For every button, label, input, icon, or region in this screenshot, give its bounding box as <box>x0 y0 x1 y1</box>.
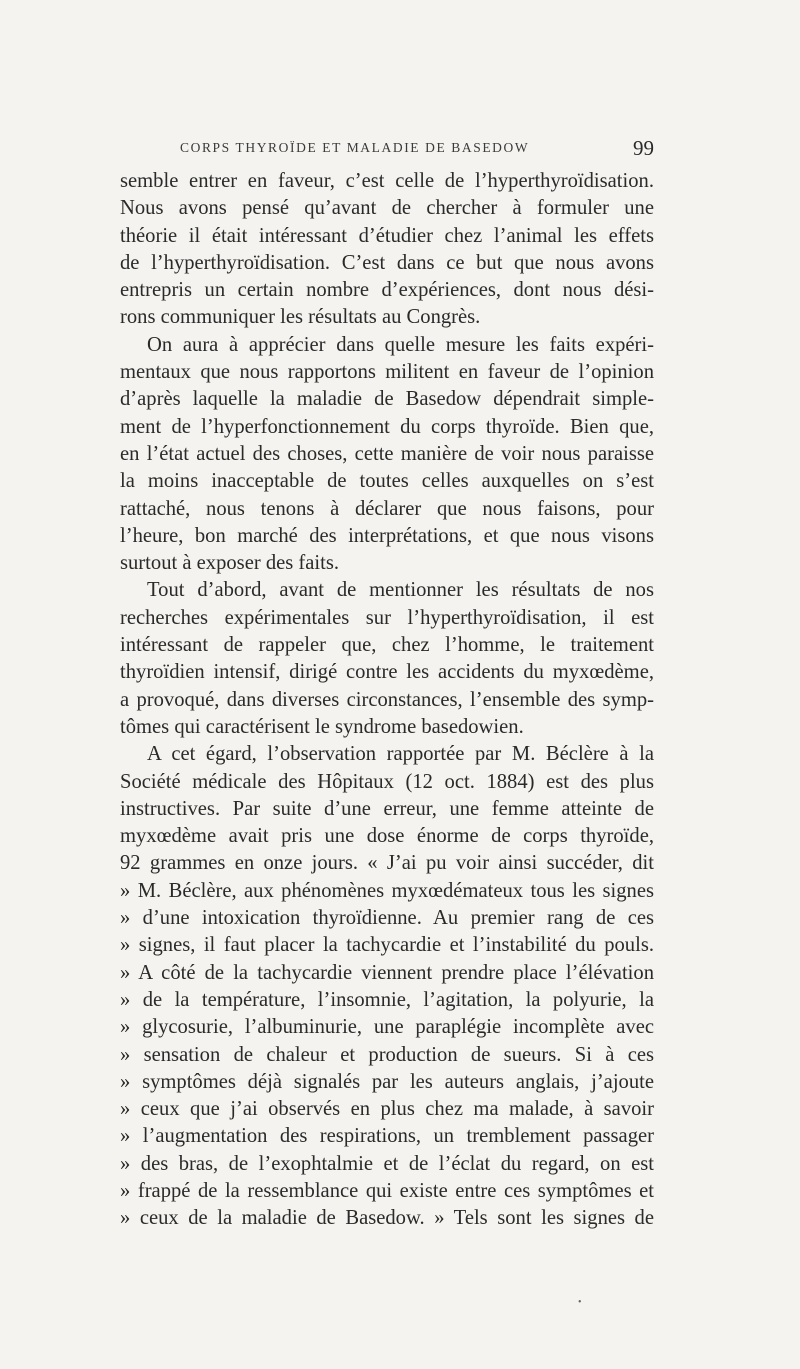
text-line: 92 grammes en onze jours. « J’ai pu voir ainsi succéder, dit <box>120 852 654 875</box>
text-line: » d’une intoxication thyroïdienne. Au premier rang de ces <box>120 907 654 930</box>
text-line: » ceux de la maladie de Basedow. » Tels sont les signes de <box>120 1207 654 1230</box>
text-line: » ceux que j’ai observés en plus chez ma malade, à savoir <box>120 1098 654 1121</box>
text-line: intéressant de rappeler que, chez l’homme, le traitement <box>120 634 654 657</box>
text-line: en l’état actuel des choses, cette manière de voir nous paraisse <box>120 442 654 465</box>
text-line: la moins inacceptable de toutes celles auxquelles on s’est <box>120 470 654 493</box>
text-line: » M. Béclère, aux phénomènes myxœdémateux tous les signes <box>120 879 654 902</box>
text-line: » symptômes déjà signalés par les auteurs anglais, j’ajoute <box>120 1070 654 1093</box>
text-line: ment de l’hyperfonctionnement du corps thyroïde. Bien que, <box>120 415 654 438</box>
text-line: » de la température, l’insomnie, l’agitation, la polyurie, la <box>120 988 654 1011</box>
footer-mark: • <box>578 1297 582 1308</box>
text-line: théorie il était intéressant d’étudier chez l’animal les effets <box>120 224 654 247</box>
text-line: » signes, il faut placer la tachycardie et l’instabilité du pouls. <box>120 934 654 957</box>
text-line: » l’augmentation des respirations, un tremblement passager <box>120 1125 654 1148</box>
running-title: CORPS THYROÏDE ET MALADIE DE BASEDOW <box>180 140 530 155</box>
text-line: » sensation de chaleur et production de sueurs. Si à ces <box>120 1043 654 1066</box>
text-line: A cet égard, l’observation rapportée par M. Béclère à la <box>147 743 654 766</box>
text-line: Nous avons pensé qu’avant de chercher à formuler une <box>120 197 654 220</box>
text-line: On aura à apprécier dans quelle mesure les faits expéri- <box>147 333 654 356</box>
page-header <box>180 136 654 164</box>
text-line: tômes qui caractérisent le syndrome basedowien. <box>120 715 524 738</box>
text-line: rattaché, nous tenons à déclarer que nous faisons, pour <box>120 497 654 520</box>
text-line: de l’hyperthyroïdisation. C’est dans ce but que nous avons <box>120 251 654 274</box>
text-line: » A côté de la tachycardie viennent prendre place l’élévation <box>120 961 654 984</box>
text-line: d’après laquelle la maladie de Basedow dépendrait simple- <box>120 388 654 411</box>
text-line: rons communiquer les résultats au Congrès. <box>120 306 481 329</box>
text-line: Tout d’abord, avant de mentionner les résultats de nos <box>147 579 654 602</box>
text-line: surtout à exposer des faits. <box>120 552 340 575</box>
text-line: l’heure, bon marché des interprétations, et que nous visons <box>120 524 654 547</box>
page-number: 99 <box>633 136 654 160</box>
text-line: mentaux que nous rapportons militent en faveur de l’opinion <box>120 361 654 384</box>
text-line: » frappé de la ressemblance qui existe entre ces symptômes et <box>120 1179 654 1202</box>
body-text <box>120 168 654 1233</box>
text-line: entrepris un certain nombre d’expériences, dont nous dési- <box>120 279 654 302</box>
text-line: » glycosurie, l’albuminurie, une paraplégie incomplète avec <box>120 1016 654 1039</box>
text-line: Société médicale des Hôpitaux (12 oct. 1884) est des plus <box>120 770 654 793</box>
text-line: thyroïdien intensif, dirigé contre les accidents du myxœdème, <box>120 661 654 684</box>
text-line: a provoqué, dans diverses circonstances, l’ensemble des symp- <box>120 688 654 711</box>
text-line: recherches expérimentales sur l’hyperthyroïdisation, il est <box>120 606 654 629</box>
text-line: myxœdème avait pris une dose énorme de corps thyroïde, <box>120 825 654 848</box>
text-line: semble entrer en faveur, c’est celle de l’hyperthyroïdisation. <box>120 170 654 192</box>
text-line: instructives. Par suite d’une erreur, une femme atteinte de <box>120 797 654 820</box>
text-line: » des bras, de l’exophtalmie et de l’éclat du regard, on est <box>120 1152 654 1175</box>
